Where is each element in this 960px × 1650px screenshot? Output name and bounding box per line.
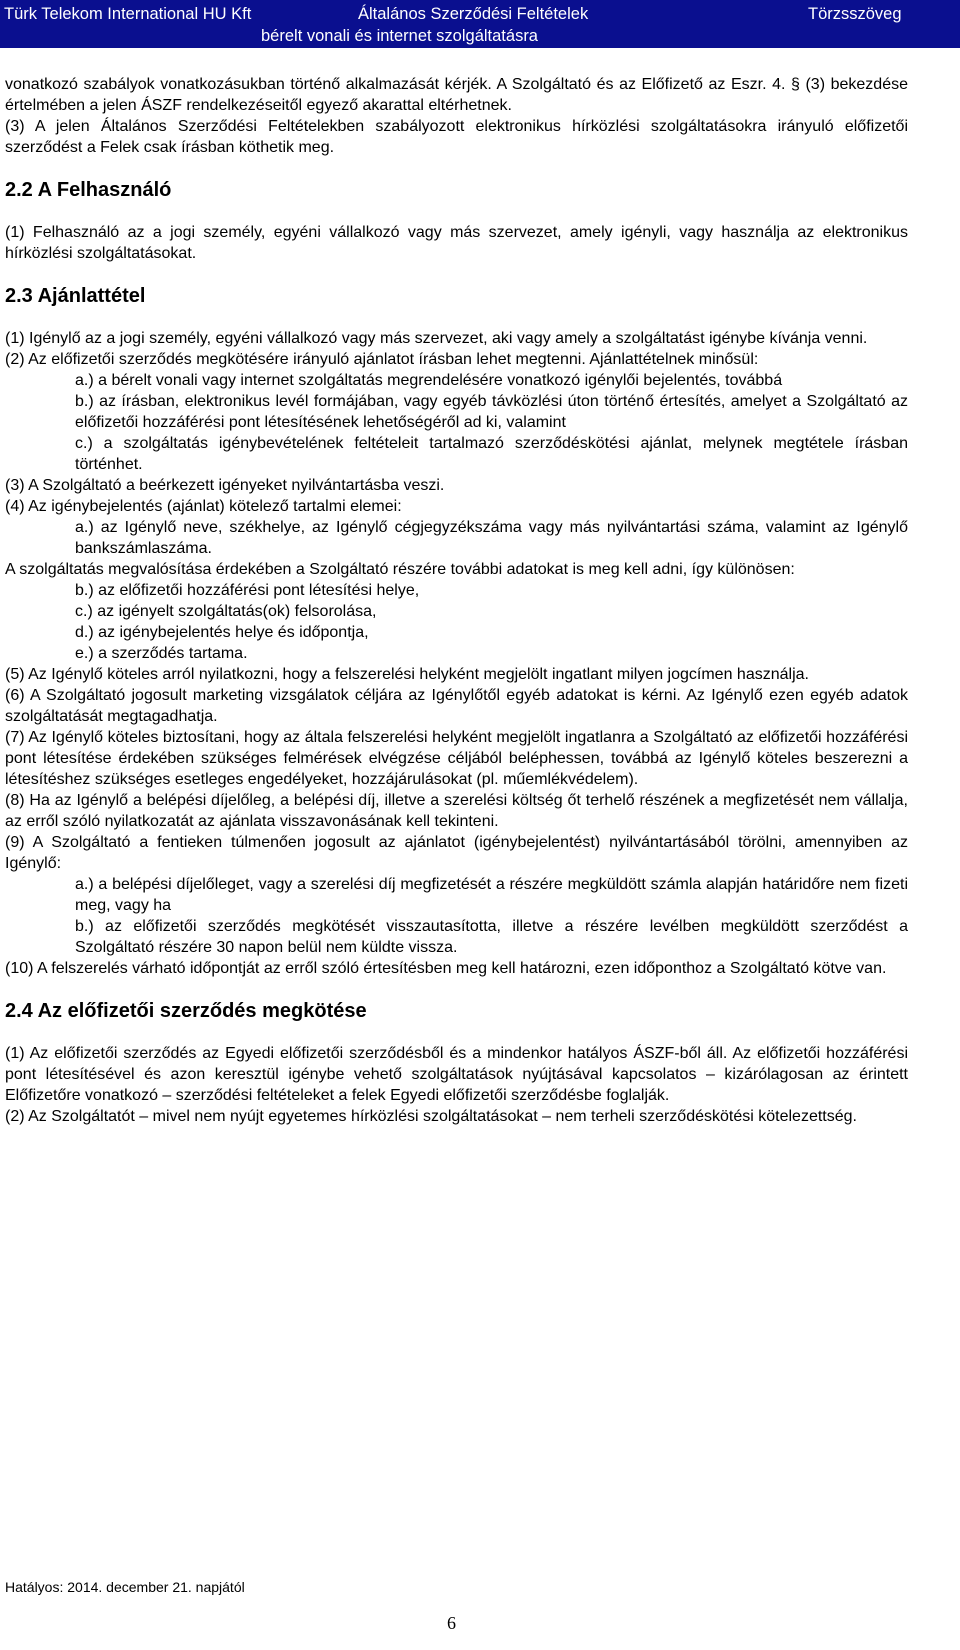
paragraph: (3) A Szolgáltató a beérkezett igényeket nyilvántartásba veszi. <box>5 477 445 494</box>
list-item: b.) az írásban, elektronikus levél formájában, vagy egyéb távközlési úton történő értesítés, amelyet a Szolgáltató az előfizetői hozzáférési pont létesítésének lehetőségéről ad ki, valamint <box>75 393 908 431</box>
section-heading-2-3: 2.3 Ajánlattétel <box>5 285 146 307</box>
header-doc-title: Általános Szerződési Feltételek <box>358 5 589 23</box>
header-company: Türk Telekom International HU Kft <box>4 5 252 23</box>
paragraph: (1) Az előfizetői szerződés az Egyedi előfizetői szerződésből és a mindenkor hatályos ÁSZF-ből áll. Az előfizetői hozzáférési pont létesítésével és azon keresztül igénybe vehető szolgáltatások nyújtásával kapcsolatos – kizárólagosan az érintett Előfizetőre vonatkozó – szerződési feltételeket a felek Egyedi előfizetői szerződésbe foglalják. <box>5 1045 908 1104</box>
section-heading-2-4: 2.4 Az előfizetői szerződés megkötése <box>5 1000 367 1022</box>
paragraph: (8) Ha az Igénylő a belépési díjelőleg, a belépési díj, illetve a szerelési költség őt terhelő részének a megfizetését nem vállalja, az erről szóló nyilatkozatát az ajánlata visszavonásának kell tekinteni. <box>5 792 908 830</box>
paragraph: (2) Az előfizetői szerződés megkötésére irányuló ajánlatot írásban lehet megtenni. Ajánlattételnek minősül: <box>5 351 759 368</box>
paragraph: (1) Igénylő az a jogi személy, egyéni vállalkozó vagy más szervezet, aki vagy amely a szolgáltatást igénybe kívánja venni. <box>5 330 868 347</box>
paragraph: (6) A Szolgáltató jogosult marketing vizsgálatok céljára az Igénylőtől egyéb adatokat is kérni. Az Igénylő ezen egyéb adatok szolgáltatását megtagadhatja. <box>5 687 908 725</box>
footer-effective-date: Hatályos: 2014. december 21. napjától <box>5 1579 245 1595</box>
list-item: b.) az előfizetői szerződés megkötését visszautasította, illetve a részére levélben megküldött szerződést a Szolgáltató részére 30 napon belül nem küldte vissza. <box>75 918 908 956</box>
paragraph: (10) A felszerelés várható időpontját az erről szóló értesítésben meg kell határozni, ezen időponthoz a Szolgáltató kötve van. <box>5 960 887 977</box>
paragraph: (9) A Szolgáltató a fentieken túlmenően jogosult az ajánlatot (igénybejelentést) nyilvántartásából törölni, amennyiben az Igénylő: <box>5 834 908 872</box>
paragraph: (2) Az Szolgáltatót – mivel nem nyújt egyetemes hírközlési szolgáltatásokat – nem terheli szerződéskötési kötelezettség. <box>5 1108 857 1125</box>
paragraph: vonatkozó szabályok vonatkozásukban történő alkalmazását kérjék. A Szolgáltató és az Előfizető az Eszr. 4. § (3) bekezdése értelmében a jelen ÁSZF rendelkezéseitől egyező akarattal eltérhetnek. <box>5 76 908 114</box>
section-heading-2-2: 2.2 A Felhasználó <box>5 179 172 201</box>
list-item: c.) az igényelt szolgáltatás(ok) felsorolása, <box>75 603 377 620</box>
paragraph: (7) Az Igénylő köteles biztosítani, hogy az általa felszerelési helyként megjelölt ingatlanra a Szolgáltató az előfizetői hozzáférési pont létesítése érdekében szükséges felmérések elvégzése céljából beléphessen, továbbá az Igénylő köteles beszerezni a létesítéshez szükséges esetleges engedélyeket, hozzájárulásokat (pl. műemlékvédelem). <box>5 729 908 788</box>
page-header <box>0 0 960 48</box>
document-body <box>5 74 908 1127</box>
list-item: a.) a belépési díjelőleget, vagy a szerelési díj megfizetését a részére megküldött számla alapján határidőre nem fizeti meg, vagy ha <box>75 876 908 914</box>
list-item: a.) az Igénylő neve, székhelye, az Igénylő cégjegyzékszáma vagy más nyilvántartási száma, valamint az Igénylő bankszámlaszáma. <box>75 519 908 557</box>
list-item: c.) a szolgáltatás igénybevételének feltételeit tartalmazó szerződéskötési ajánlat, melynek megtétele írásban történhet. <box>75 435 908 473</box>
list-item: a.) a bérelt vonali vagy internet szolgáltatás megrendelésére vonatkozó igénylői bejelentés, továbbá <box>75 372 783 389</box>
list-item: e.) a szerződés tartama. <box>75 645 248 662</box>
paragraph: A szolgáltatás megvalósítása érdekében a Szolgáltató részére további adatokat is meg kell adni, így különösen: <box>5 561 795 578</box>
header-section-label: Törzsszöveg <box>808 5 902 23</box>
paragraph: (3) A jelen Általános Szerződési Feltételekben szabályozott elektronikus hírközlési szolgáltatásokra irányuló előfizetői szerződést a Felek csak írásban köthetik meg. <box>5 118 908 156</box>
page-number: 6 <box>447 1613 456 1633</box>
paragraph: (1) Felhasználó az a jogi személy, egyéni vállalkozó vagy más szervezet, amely igényli, vagy használja az elektronikus hírközlési szolgáltatásokat. <box>5 224 908 262</box>
list-item: d.) az igénybejelentés helye és időpontja, <box>75 624 369 641</box>
header-subtitle: bérelt vonali és internet szolgáltatásra <box>261 27 538 45</box>
list-item: b.) az előfizetői hozzáférési pont létesítési helye, <box>75 582 420 599</box>
paragraph: (4) Az igénybejelentés (ajánlat) kötelező tartalmi elemei: <box>5 498 402 515</box>
paragraph: (5) Az Igénylő köteles arról nyilatkozni, hogy a felszerelési helyként megjelölt ingatlant milyen jogcímen használja. <box>5 666 809 683</box>
